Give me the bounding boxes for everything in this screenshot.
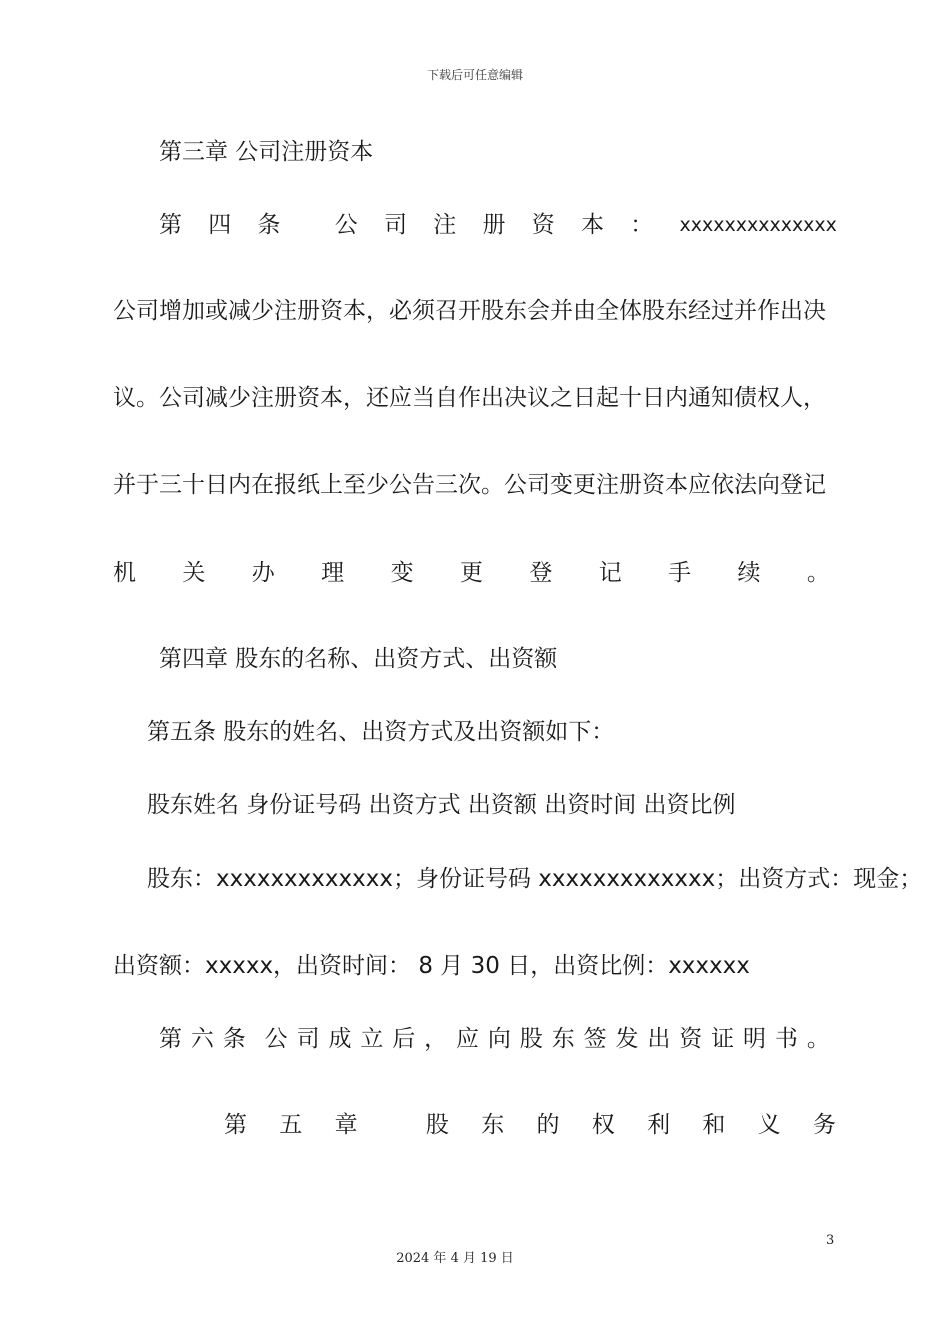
article-6-char: 六 bbox=[190, 1026, 214, 1052]
article-6-char: 证 bbox=[711, 1026, 735, 1052]
chapter-5-char: 股 bbox=[425, 1112, 449, 1138]
chapter-5-char: 东 bbox=[481, 1112, 505, 1138]
article-4-char: 司 bbox=[384, 212, 407, 238]
article-4-char: 本 bbox=[581, 212, 604, 238]
article-4-line-5-char: 更 bbox=[459, 560, 483, 586]
article-6-char: 东 bbox=[551, 1026, 575, 1052]
chapter-5-char: 五 bbox=[279, 1112, 303, 1138]
chapter-5-char: 利 bbox=[647, 1112, 671, 1138]
article-6-char: ， bbox=[424, 1026, 448, 1052]
article-4-line-1 bbox=[159, 210, 837, 240]
chapter-5-char: 务 bbox=[812, 1112, 836, 1138]
article-4-line-5-char: 手 bbox=[668, 560, 692, 586]
article-4-char: 公 bbox=[334, 212, 358, 238]
article-4-line-5-char: 记 bbox=[598, 560, 622, 586]
article-4-line-5-char: 变 bbox=[390, 560, 414, 586]
page-number: 3 bbox=[826, 1233, 835, 1248]
article-6-char: 发 bbox=[615, 1026, 639, 1052]
chapter-5-char: 第 bbox=[224, 1112, 247, 1138]
article-6-char: 立 bbox=[360, 1026, 384, 1052]
article-6-char: 资 bbox=[679, 1026, 703, 1052]
article-4-line-5-char: 关 bbox=[182, 560, 206, 586]
shareholder-table-header: 股东姓名 身份证号码 出资方式 出资额 出资时间 出资比例 bbox=[147, 792, 736, 818]
article-6-char: 后 bbox=[392, 1026, 416, 1052]
page-header: 下载后可任意编辑 bbox=[426, 68, 523, 82]
article-5-line-1: 第五条 股东的姓名、出资方式及出资额如下： bbox=[147, 719, 615, 745]
article-4-char: 资 bbox=[531, 212, 555, 238]
article-4-char: 条 bbox=[257, 212, 281, 238]
footer-date: 2024 年 4 月 19 日 bbox=[396, 1251, 514, 1266]
article-6-char: 股 bbox=[519, 1026, 543, 1052]
article-6-char: 成 bbox=[328, 1026, 352, 1052]
chapter-5-char: 权 bbox=[591, 1112, 615, 1138]
article-4-line-5-char: 理 bbox=[321, 560, 345, 586]
article-4-line-4: 并于三十日内在报纸上至少公告三次。公司变更注册资本应依法向登记 bbox=[113, 472, 826, 498]
article-4-line-5-char: 。 bbox=[806, 560, 830, 586]
article-4-line-5-char: 办 bbox=[251, 560, 275, 586]
shareholder-line-2: 出资额：xxxxx，出资时间： 8 月 30 日，出资比例：xxxxxx bbox=[113, 953, 750, 979]
chapter-5-char: 义 bbox=[757, 1112, 781, 1138]
article-6-char: 出 bbox=[647, 1026, 671, 1052]
chapter-5-title bbox=[224, 1110, 836, 1140]
registered-capital-value: xxxxxxxxxxxxxx bbox=[679, 214, 837, 236]
chapter-5-char: 章 bbox=[334, 1112, 358, 1138]
chapter-5-char: 的 bbox=[536, 1112, 560, 1138]
article-6-char: 应 bbox=[456, 1026, 480, 1052]
article-6-char: 条 bbox=[222, 1026, 246, 1052]
article-4-line-3: 议。公司减少注册资本，还应当自作出决议之日起十日内通知债权人， bbox=[113, 385, 826, 411]
article-6-char: 签 bbox=[583, 1026, 607, 1052]
article-4-line-5-char: 续 bbox=[737, 560, 761, 586]
article-6-char: 。 bbox=[806, 1026, 830, 1052]
chapter-5-char: 和 bbox=[702, 1112, 726, 1138]
article-4-line-2: 公司增加或减少注册资本，必须召开股东会并由全体股东经过并作出决 bbox=[113, 298, 826, 324]
chapter-3-title: 第三章 公司注册资本 bbox=[159, 139, 374, 165]
article-6-char: 向 bbox=[487, 1026, 511, 1052]
article-4-char: 册 bbox=[482, 212, 506, 238]
article-4-char: 注 bbox=[433, 212, 457, 238]
article-4-char: 四 bbox=[208, 212, 232, 238]
chapter-4-title: 第四章 股东的名称、出资方式、出资额 bbox=[159, 646, 558, 672]
shareholder-line-1: 股东：xxxxxxxxxxxxx；身份证号码 xxxxxxxxxxxxx；出资方式：现金； bbox=[147, 866, 923, 892]
article-6 bbox=[159, 1024, 830, 1054]
article-6-char: 书 bbox=[774, 1026, 798, 1052]
article-6-char: 明 bbox=[743, 1026, 767, 1052]
article-6-char: 司 bbox=[296, 1026, 320, 1052]
article-4-char: 第 bbox=[159, 212, 182, 238]
article-4-char: ： bbox=[630, 212, 654, 238]
article-6-char: 第 bbox=[159, 1026, 182, 1052]
article-4-line-5-char: 登 bbox=[529, 560, 553, 586]
article-4-line-5-char: 机 bbox=[113, 560, 136, 586]
article-4-line-5 bbox=[113, 558, 830, 588]
article-6-char: 公 bbox=[264, 1026, 288, 1052]
